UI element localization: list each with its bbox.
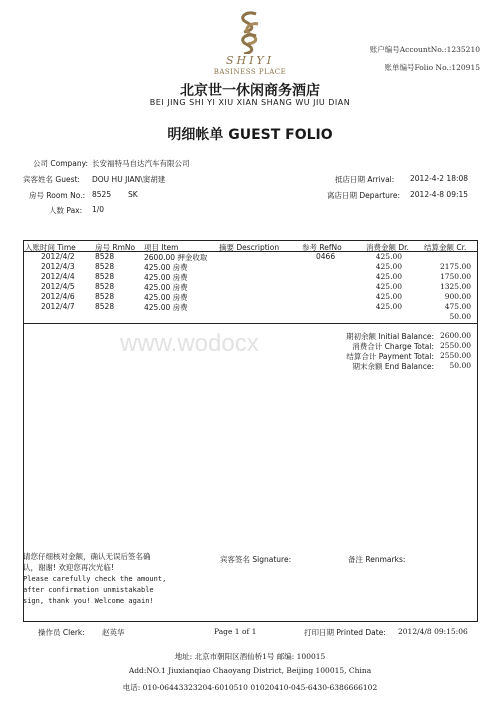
logo-subtitle: BASINESS PLACE — [213, 68, 287, 76]
charge-total-value: 2550.00 — [439, 341, 471, 350]
note-en-line2: after confirmation unmistakable — [23, 586, 154, 594]
guest-label: 宾客姓名 Guest: — [23, 175, 80, 184]
page-number: Page 1 of 1 — [214, 627, 257, 636]
col-header-item: 项目 Item — [144, 243, 179, 252]
clerk-value: 赵英华 — [102, 628, 125, 637]
cell-ref: 0466 — [316, 252, 336, 261]
cell-room: 8528 — [95, 252, 115, 261]
company-value: 长安福特马自达汽车有限公司 — [92, 159, 190, 168]
hotel-name-pinyin: BEI JING SHI YI XIU XIAN SHANG WU JIU DIAN — [149, 98, 351, 107]
cell-room: 8528 — [95, 262, 115, 271]
cell-room: 8528 — [95, 282, 115, 291]
cell-credit: 1325.00 — [439, 282, 471, 291]
header-divider — [24, 251, 477, 252]
cell-debit: 425.00 — [375, 272, 402, 281]
cell-item: 425.00 房费 — [144, 263, 188, 272]
cell-item: 425.00 房费 — [144, 303, 188, 312]
hotel-logo — [200, 10, 300, 78]
col-header-time: 入账时间 Time — [25, 243, 76, 252]
cell-room: 8528 — [95, 272, 115, 281]
cell-credit: 1750.00 — [439, 272, 471, 281]
printed-label: 打印日期 Printed Date: — [304, 628, 386, 637]
guest-value: DOU HU JIAN\窦胡建 — [92, 175, 166, 184]
remarks-label: 备注 Renmarks: — [348, 555, 406, 564]
room-value: 8525 — [92, 190, 112, 199]
cell-time: 2012/4/6 — [41, 292, 75, 301]
note-en-line1: Please carefully check the amount, — [23, 575, 167, 583]
note-cn-line2: 认，谢谢! 欢迎您再次光临! — [23, 563, 114, 572]
pax-value: 1/0 — [92, 205, 105, 214]
col-header-description: 摘要 Description — [219, 243, 280, 252]
shiyi-monogram-icon — [232, 10, 268, 54]
departure-value: 2012-4-8 09:15 — [410, 190, 469, 199]
cell-debit: 425.00 — [375, 292, 402, 301]
cell-item: 425.00 房费 — [144, 293, 188, 302]
cell-room: 8528 — [95, 292, 115, 301]
folio-number: 账单编号Folio No.:120915 — [384, 63, 480, 72]
cell-item: 2600.00 押金收取 — [144, 253, 208, 262]
document-title: 明细帐单 GUEST FOLIO — [167, 127, 333, 143]
account-number: 账户编号AccountNo.:1235210 — [369, 45, 480, 54]
cell-debit: 425.00 — [375, 252, 402, 261]
charge-total-label: 消费合计 Charge Total: — [352, 342, 434, 351]
company-label: 公司 Company: — [33, 159, 89, 168]
arrival-label: 抵店日期 Arrival: — [335, 175, 395, 184]
credit-subtotal: 50.00 — [449, 312, 471, 321]
cell-time: 2012/4/5 — [41, 282, 75, 291]
cell-item: 425.00 房费 — [144, 283, 188, 292]
cell-credit: 2175.00 — [439, 262, 471, 271]
initial-balance-value: 2600.00 — [439, 331, 471, 340]
note-cn-line1: 请您仔细核对金额，确认无误后签名确 — [23, 552, 151, 561]
address-cn: 地址: 北京市朝阳区酒仙桥1号 邮编: 100015 — [174, 652, 326, 661]
logo-brand: SHIYI — [225, 54, 275, 67]
cell-debit: 425.00 — [375, 302, 402, 311]
cell-item: 425.00 房费 — [144, 273, 188, 282]
cell-time: 2012/4/2 — [41, 252, 75, 261]
col-header-credit: 结算金额 Cr. — [424, 243, 467, 252]
departure-label: 离店日期 Departure: — [327, 191, 400, 200]
signature-label: 宾客签名 Signature: — [220, 555, 292, 564]
col-header-ref: 参考 RefNo — [302, 243, 342, 252]
pax-label: 人数 Pax: — [49, 206, 83, 215]
cell-credit: 900.00 — [444, 292, 471, 301]
cell-room: 8528 — [95, 302, 115, 311]
watermark: www.wodocx — [120, 330, 259, 357]
cell-time: 2012/4/3 — [41, 262, 75, 271]
subtotal-divider — [24, 323, 477, 324]
initial-balance-label: 期初余额 Initial Balance: — [346, 332, 434, 341]
end-balance-value: 50.00 — [449, 361, 471, 370]
end-balance-label: 期末余额 End Balance: — [352, 362, 434, 371]
clerk-label: 操作员 Clerk: — [38, 628, 85, 637]
note-en-line3: sign, thank you! Welcome again! — [23, 597, 154, 605]
arrival-value: 2012-4-2 18:08 — [410, 174, 469, 183]
hotel-name-cn: 北京世一休闲商务酒店 — [180, 83, 320, 99]
col-header-debit: 消费金额 Dr. — [366, 243, 409, 252]
address-en: Add:NO.1 Jiuxianqiao Chaoyang District, Beijing 100015, China — [128, 666, 372, 675]
printed-value: 2012/4/8 09:15:06 — [398, 627, 468, 636]
payment-total-label: 结算合计 Payment Total: — [346, 352, 434, 361]
cell-credit: 475.00 — [444, 302, 471, 311]
cell-time: 2012/4/4 — [41, 272, 75, 281]
col-header-room: 房号 RmNo — [95, 243, 136, 252]
cell-debit: 425.00 — [375, 262, 402, 271]
phone: 电话: 010-06443323204-6010510 01020410-045-6430-6386666102 — [122, 683, 378, 692]
cell-time: 2012/4/7 — [41, 302, 75, 311]
room-label: 房号 Room No.: — [29, 191, 86, 200]
cell-debit: 425.00 — [375, 282, 402, 291]
payment-total-value: 2550.00 — [439, 351, 471, 360]
room-type: SK — [128, 190, 138, 199]
